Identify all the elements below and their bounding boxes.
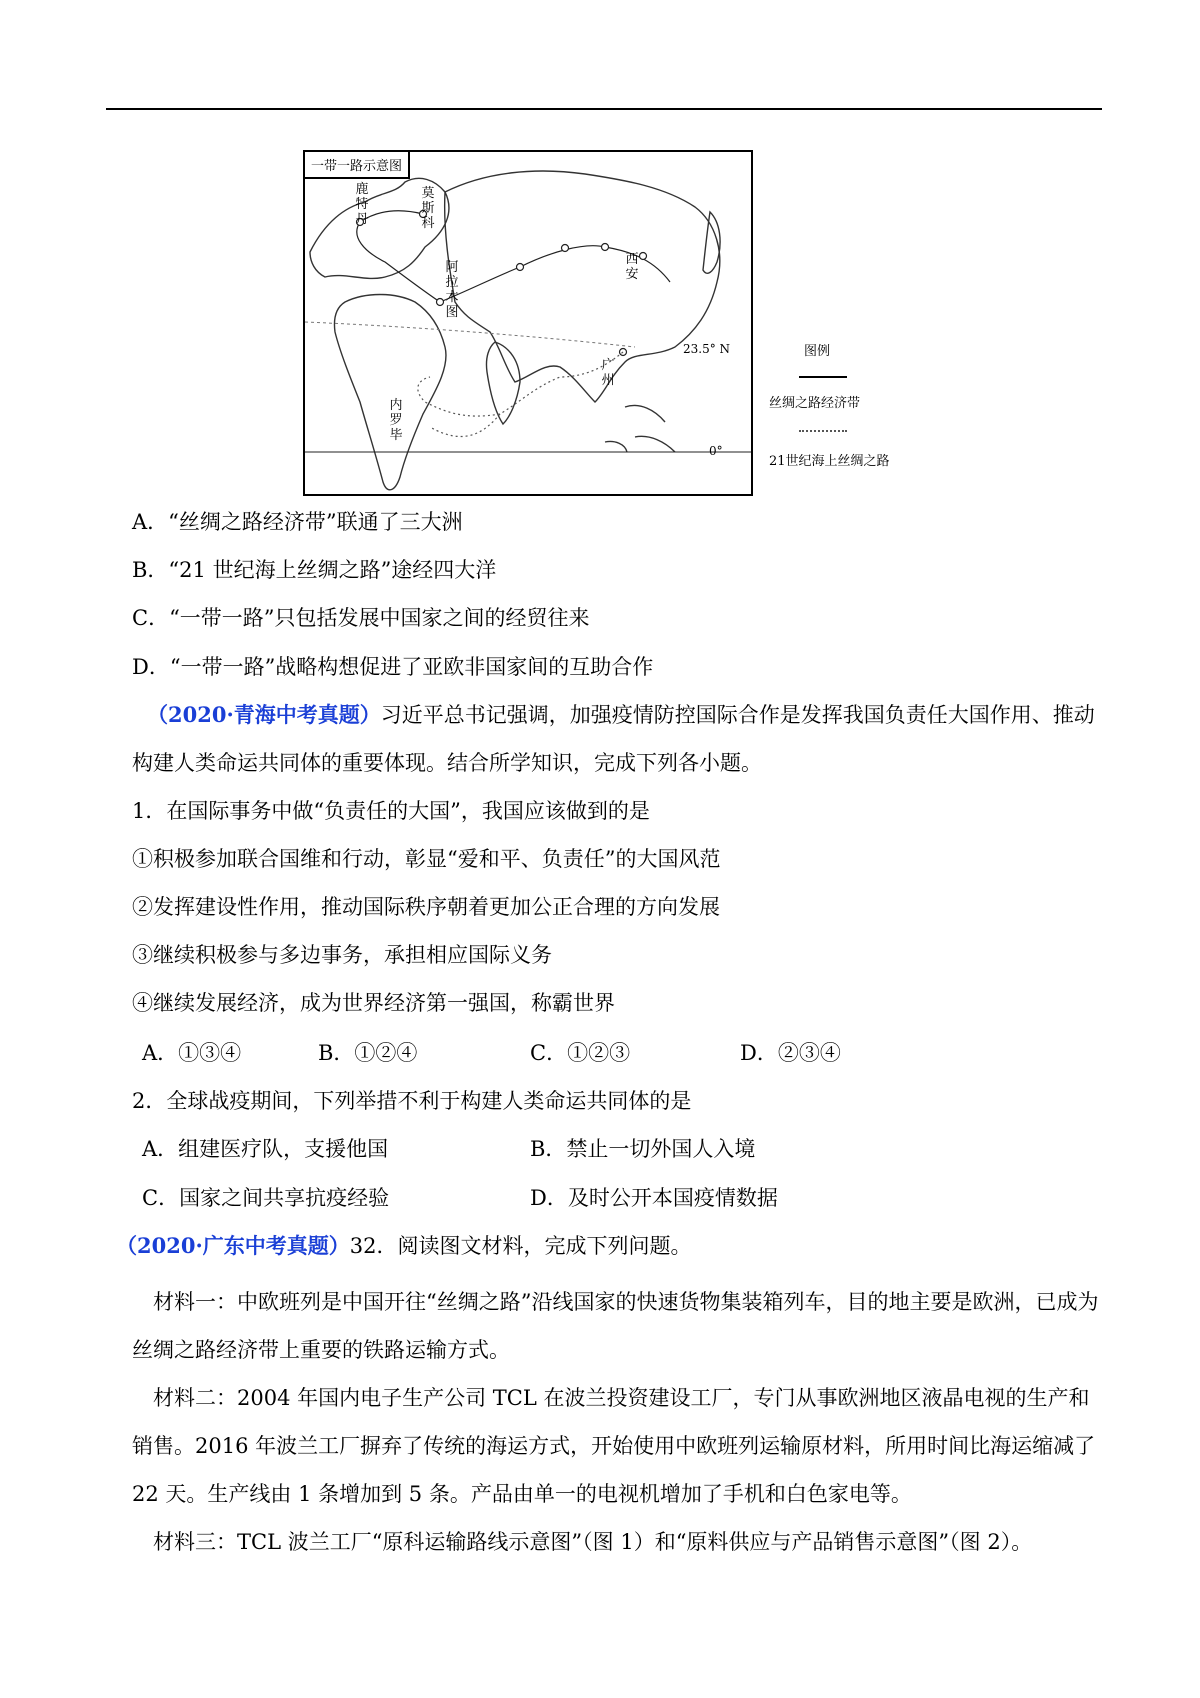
material-1: 材料一：中欧班列是中国开往“丝绸之路”沿线国家的快速货物集装箱列车，目的地主要是欧洲，已成为丝绸之路经济带上重要的铁路运输方式。 — [132, 1290, 1099, 1362]
q1-item-3: ③继续积极参与多边事务，承担相应国际义务 — [132, 943, 552, 967]
q1-item-1: ①积极参加联合国维和行动，彰显“爱和平、负责任”的大国风范 — [132, 847, 721, 871]
guangdong-header — [116, 1232, 692, 1260]
q1-item-4: ④继续发展经济，成为世界经济第一强国，称霸世界 — [132, 991, 615, 1015]
qinghai-source: （2020·青海中考真题） — [147, 702, 381, 727]
node-mid-3 — [602, 244, 609, 251]
option-a: A．“丝绸之路经济带”联通了三大洲 — [132, 510, 463, 534]
node-mid-2 — [562, 245, 569, 252]
legend-silk-road-label: 丝绸之路经济带 — [769, 396, 861, 411]
tropic-line — [305, 322, 635, 347]
option-b: B．“21 世纪海上丝绸之路”途经四大洋 — [132, 558, 497, 582]
node-mid-1 — [517, 264, 524, 271]
legend-title: 图例 — [804, 344, 831, 359]
option-d: D．“一带一路”战略构想促进了亚欧非国家间的互助合作 — [132, 655, 654, 679]
node-xian — [640, 253, 647, 260]
silk-road-route — [357, 211, 670, 302]
qinghai-intro-1: 习近平总书记强调，加强疫情防控国际合作是发挥我国负责任大国作用、推动 — [380, 703, 1095, 727]
header-rule — [106, 108, 1102, 110]
q2-option-c: C．国家之间共享抗疫经验 — [142, 1186, 390, 1210]
label-equator: 0° — [709, 444, 723, 458]
legend-maritime-swatch — [799, 430, 847, 432]
q2-stem: 2．全球战疫期间，下列举措不利于构建人类命运共同体的是 — [132, 1089, 692, 1113]
maritime-route — [418, 352, 623, 437]
label-xian: 西安 — [625, 252, 639, 282]
option-c: C．“一带一路”只包括发展中国家之间的经贸往来 — [132, 606, 590, 630]
q2-option-b: B．禁止一切外国人入境 — [530, 1137, 756, 1161]
material-3: 材料三：TCL 波兰工厂“原科运输路线示意图”（图 1）和“原料供应与产品销售示意图”（图 2）。 — [153, 1530, 1033, 1554]
sea-asia-islands — [605, 405, 675, 452]
africa-outline — [334, 295, 445, 490]
q2-option-d: D．及时公开本国疫情数据 — [530, 1186, 778, 1210]
label-moscow: 莫斯科 — [421, 186, 435, 231]
qinghai-intro-line1 — [147, 701, 1095, 729]
q1-stem: 1．在国际事务中做“负责任的大国”，我国应该做到的是 — [132, 799, 650, 823]
qinghai-intro-2: 构建人类命运共同体的重要体现。结合所学知识，完成下列各小题。 — [132, 751, 762, 775]
label-tropic: 23.5° N — [683, 342, 731, 356]
q1-option-c: C．①②③ — [530, 1041, 631, 1065]
material-2: 材料二：2004 年国内电子生产公司 TCL 在波兰投资建设工厂，专门从事欧洲地区液晶电视的生产和销售。2016 年波兰工厂摒弃了传统的海运方式，开始使用中欧班列运输原材料，所用时间比海运缩减了 22 天。生产线由 1 条增加到 5 条。产品由单一的电视机增加了手机和白色家电等。 — [132, 1386, 1096, 1506]
q2-option-a: A．组建医疗队，支援他国 — [142, 1137, 389, 1161]
label-guangzhou: 广州 — [601, 358, 615, 388]
label-nairobi: 内罗毕 — [389, 398, 403, 443]
node-almaty — [437, 299, 444, 306]
q1-option-d: D．②③④ — [740, 1041, 841, 1065]
legend-maritime-label: 21世纪海上丝绸之路 — [769, 454, 890, 469]
legend-silk-road-swatch — [799, 376, 847, 378]
map-drawing — [305, 152, 751, 494]
map-title: 一带一路示意图 — [305, 152, 410, 179]
guangdong-source: （2020·广东中考真题） — [116, 1233, 350, 1258]
q1-option-a: A．①③④ — [142, 1041, 242, 1065]
q1-item-2: ②发挥建设性作用，推动国际秩序朝着更加公正合理的方向发展 — [132, 895, 720, 919]
label-rotterdam: 鹿特丹 — [355, 182, 369, 227]
label-almaty: 阿拉木图 — [445, 260, 459, 320]
q1-option-b: B．①②④ — [318, 1041, 418, 1065]
guangdong-heading: 32．阅读图文材料，完成下列问题。 — [349, 1234, 692, 1258]
belt-road-map — [303, 150, 753, 496]
